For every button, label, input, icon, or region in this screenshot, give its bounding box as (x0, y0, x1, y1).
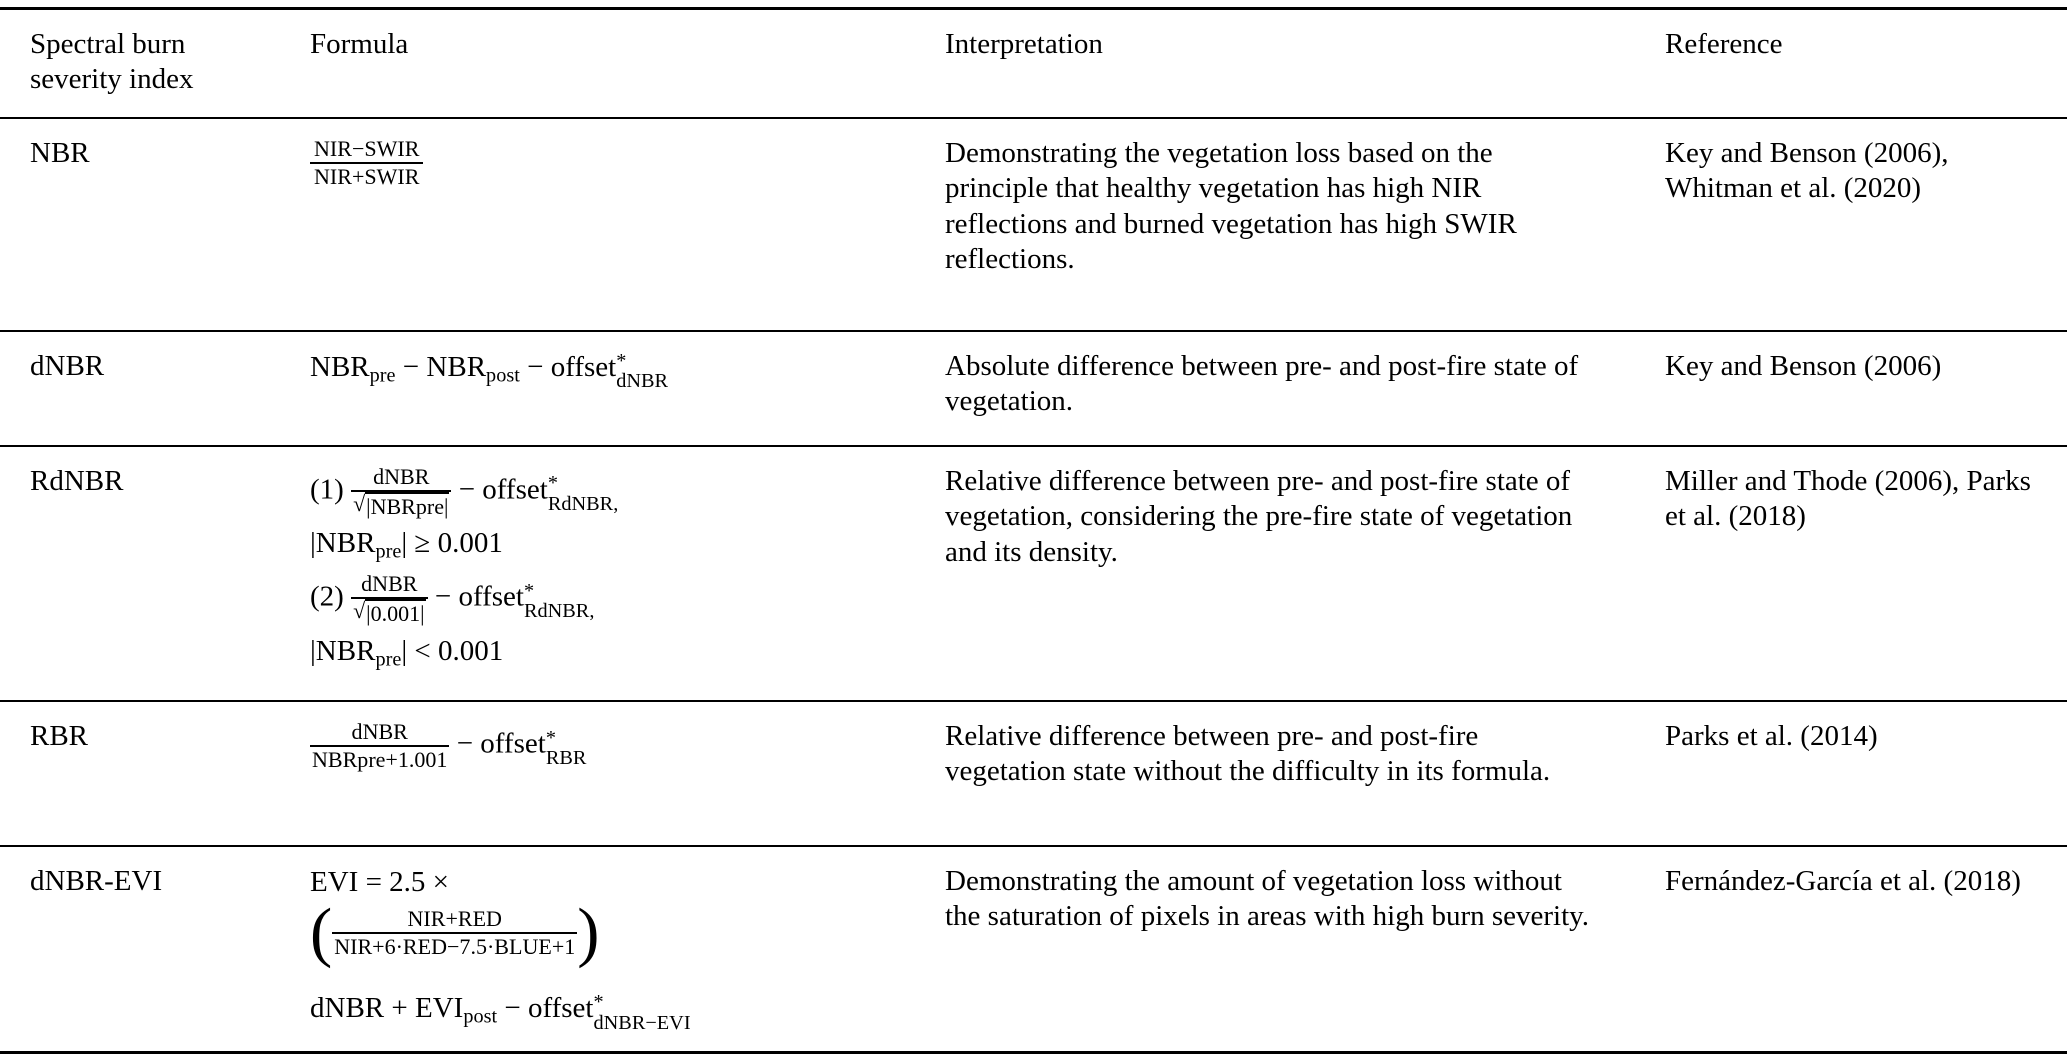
offset-supsub: * dNBR (616, 350, 669, 393)
rdnbr-fraction-2: dNBR √ |0.001| (351, 571, 428, 626)
column-header-index: Spectral burn severity index (30, 28, 194, 96)
table-row-dnbr-evi (0, 847, 2067, 1054)
nbr-fraction: $\frac{\text{NIR−SWIR}}{\text{NIR+SWIR}}$ (310, 136, 423, 190)
interpretation-cell: Absolute difference between pre- and post-fire state of vegetation. (945, 350, 1579, 418)
table-row-rbr (0, 702, 2067, 847)
burn-severity-index-table (0, 7, 2067, 1054)
offset-supsub: * dNBR−EVI (593, 991, 691, 1034)
formula-cell: $\frac{\text{dNBR}}{\text{NBRpre+1.001}}$ − offset * RBR (312, 719, 587, 772)
column-header-interpretation: Interpretation (945, 28, 1103, 60)
interpretation-cell: Relative difference between pre- and post-fire state of vegetation, considering the pre-fire state of vegetation and its density. (945, 465, 1573, 568)
table-row-rdnbr (0, 447, 2067, 702)
reference-cell: Key and Benson (2006), Whitman et al. (2020) (1665, 137, 1949, 205)
reference-cell: Fernández-García et al. (2018) (1665, 865, 2021, 897)
interpretation-cell: Demonstrating the amount of vegetation loss without the saturation of pixels in areas with high burn severity. (945, 865, 1590, 933)
table-header-row (0, 10, 2067, 119)
rbr-fraction: $\frac{\text{dNBR}}{\text{NBRpre+1.001}}$ (312, 719, 448, 772)
interpretation-cell: Relative difference between pre- and post-fire vegetation state without the difficulty in its formula. (945, 720, 1551, 788)
evi-fraction: $\frac{\text{NIR+RED}}{\text{NIR+6·RED−7.5·BLUE+1}}$ (334, 906, 576, 960)
formula-cell: EVI = 2.5 × ( $\frac{\text{NIR+RED}}{\text{NIR+6·RED−7.5·BLUE+1}}$ ) dNBR + EVIpost − offset * dNBR−EVI (310, 866, 691, 1034)
index-cell: NBR (30, 137, 90, 169)
interpretation-cell: Demonstrating the vegetation loss based on the principle that healthy vegetation has high NIR reflections and burned vegetation has high SWIR reflections. (945, 137, 1517, 276)
close-paren: ) (577, 896, 600, 970)
offset-supsub: * RdNBR, (547, 472, 619, 515)
index-cell: RdNBR (30, 465, 124, 497)
index-cell: RBR (30, 720, 89, 752)
table-row-nbr (0, 119, 2067, 332)
rdnbr-fraction-1: dNBR √ |NBRpre| (351, 464, 451, 519)
index-cell: dNBR-EVI (30, 865, 163, 897)
table-row-dnbr (0, 332, 2067, 447)
formula-cell: NBRpre − NBRpost − offset * dNBR (310, 350, 669, 393)
radical-sign: √ (353, 598, 366, 624)
open-paren: ( (310, 896, 333, 970)
reference-cell: Parks et al. (2014) (1665, 720, 1878, 752)
index-cell: dNBR (30, 350, 105, 382)
offset-supsub: * RdNBR, (523, 579, 595, 623)
column-header-formula: Formula (310, 28, 409, 60)
reference-cell: Miller and Thode (2006), Parks et al. (2018) (1665, 465, 2031, 533)
formula-cell (310, 136, 945, 196)
reference-cell: Key and Benson (2006) (1665, 350, 1942, 382)
formula-cell: (1) dNBR √ |NBRpre| − offset * RdNBR, |NBRpre| ≥ 0.001 (2) dNBR √ |0.001| − offset * RdNBR, |NBRpre| < 0.001 (310, 464, 619, 671)
radical-sign: √ (353, 491, 366, 516)
offset-supsub: * RBR (545, 726, 587, 770)
column-header-reference: Reference (1665, 28, 1783, 60)
